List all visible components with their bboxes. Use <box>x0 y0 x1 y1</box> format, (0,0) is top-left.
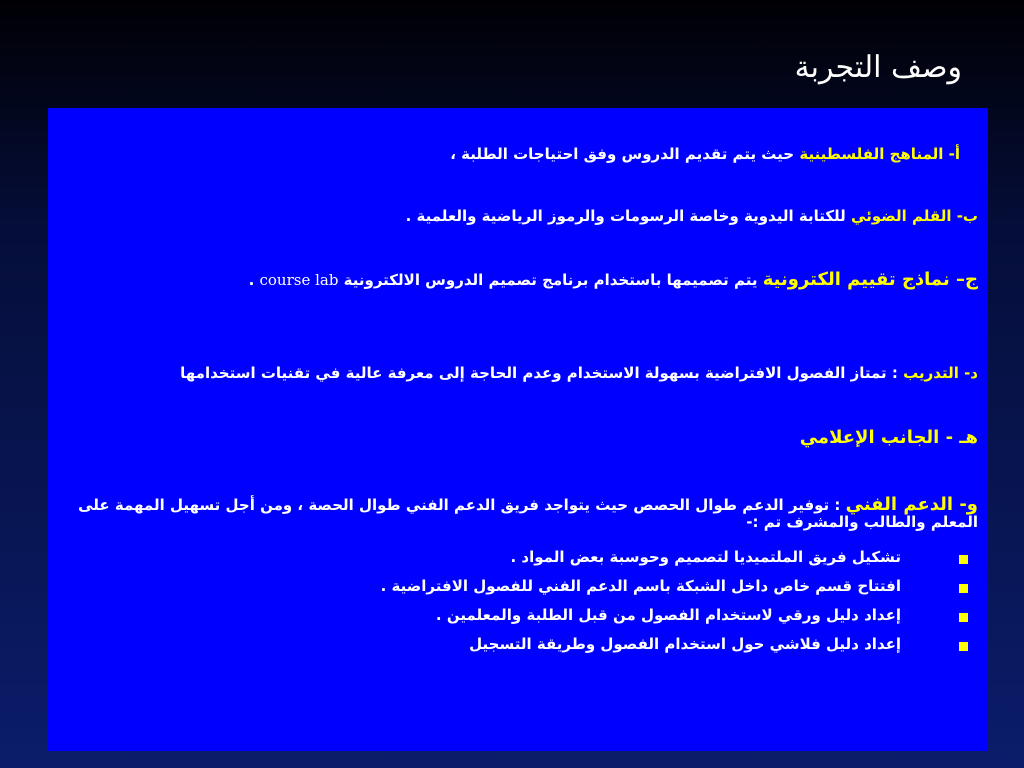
bullet-text: تشكيل فريق الملتميديا لتصميم وحوسبة بعض المواد . <box>510 548 901 566</box>
item-b <box>64 207 978 225</box>
list-item <box>64 548 978 577</box>
list-item <box>64 635 978 664</box>
item-c-text: يتم تصميمها باستخدام برنامج تصميم الدروس الالكترونية <box>338 271 763 289</box>
bullet-text: افتتاح قسم خاص داخل الشبكة باسم الدعم الفني للفصول الافتراضية . <box>380 577 901 595</box>
item-f-text: : توفير الدعم طوال الحصص حيث يتواجد فريق الدعم الفني طوال الحصة ، ومن أجل تسهيل المهمة على المعلم والطالب والمشرف تم :- <box>78 496 978 531</box>
item-c-label: ج– نماذج تقييم الكترونية <box>762 269 978 290</box>
bullet-list <box>64 548 978 664</box>
bullet-square-icon <box>959 584 968 593</box>
item-a-label: أ- المناهج الفلسطينية <box>799 145 960 163</box>
content-panel <box>48 108 988 751</box>
item-c-latin: course lab <box>259 271 339 289</box>
bullet-text: إعداد دليل ورقي لاستخدام الفصول من قبل الطلبة والمعلمين . <box>435 606 901 624</box>
item-b-text: للكتابة اليدوية وخاصة الرسومات والرموز الرياضية والعلمية . <box>405 207 852 225</box>
item-a-text: حيث يتم تقديم الدروس وفق احتياجات الطلبة ، <box>450 145 800 163</box>
item-a <box>64 145 960 163</box>
item-f-label: و- الدعم الفني <box>845 494 978 515</box>
item-d <box>64 364 978 382</box>
list-item <box>64 606 978 635</box>
item-d-text: : تمتاز الفصول الافتراضية بسهولة الاستخدام وعدم الحاجة إلى معرفة عالية في تقنيات استخدامها <box>180 364 904 382</box>
item-d-label: د- التدريب <box>903 364 978 382</box>
slide-title: وصف التجربة <box>794 50 962 85</box>
item-c-end: . <box>248 271 260 289</box>
item-e: هـ - الجانب الإعلامي <box>799 427 978 448</box>
item-c <box>64 269 978 290</box>
bullet-square-icon <box>959 613 968 622</box>
bullet-square-icon <box>959 555 968 564</box>
bullet-text: إعداد دليل فلاشي حول استخدام الفصول وطريقة التسجيل <box>469 635 901 653</box>
item-b-label: ب- القلم الضوئي <box>851 207 978 225</box>
item-f <box>64 496 978 531</box>
bullet-square-icon <box>959 642 968 651</box>
list-item <box>64 577 978 606</box>
